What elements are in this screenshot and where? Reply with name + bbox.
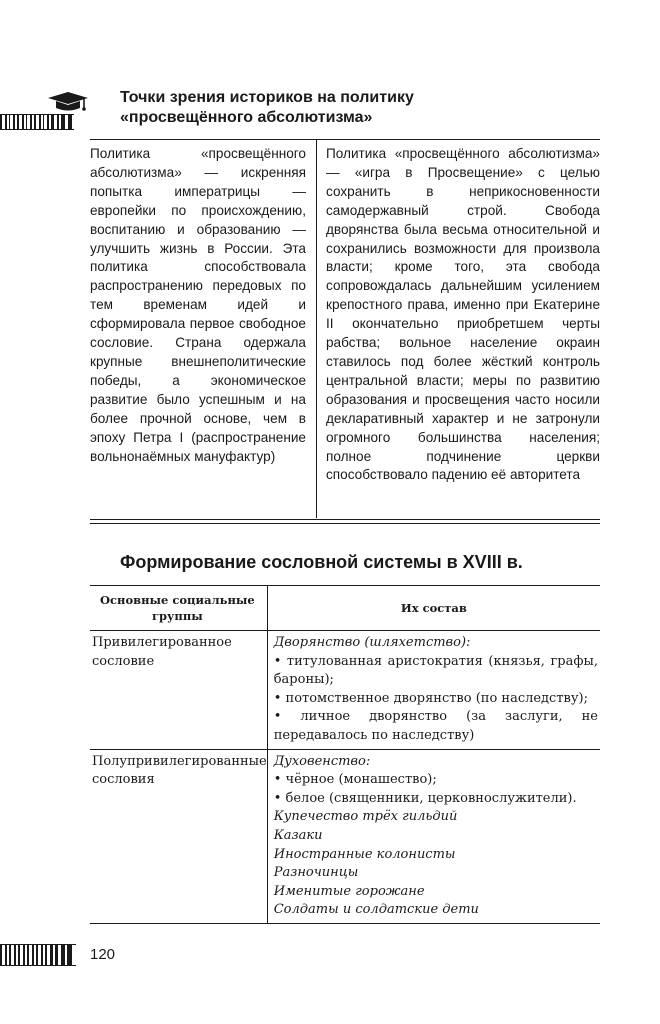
estate-name: Именитые горожане	[273, 883, 425, 899]
stripe	[18, 945, 20, 965]
stripe	[5, 945, 7, 965]
opinion-right-text: Политика «просвещённого абсолютизма» — «игра в Просвещение» с целью сохранить в неприкосновенности самодержавный строй. Свобода дворянства была весьма относительной и сохранились возможности для произвола власти; кроме того, эта свобода сопровождалась дальнейшим усилением крепостного права, именно при Екатерине II окончательно приобретшем черты рабства; вольное население окраин ставилось под более жёсткий контроль центральной власти; меры по развитию образования и просвещения часто носили декларативный характер и не затронули огромного большинства населения; полное подчинение церкви способствовало падению её авторитета	[326, 146, 600, 483]
stripe	[39, 115, 41, 129]
list-item: • чёрное (монашество);	[273, 772, 437, 788]
stripe	[34, 115, 36, 129]
stripe	[27, 945, 29, 965]
stripe	[36, 945, 38, 965]
estate-name: Разночинцы	[273, 865, 359, 881]
stripe	[50, 945, 53, 965]
group-cell: Полупривилегированные сословия	[90, 749, 267, 923]
stripe	[45, 945, 47, 965]
opinion-right-column	[316, 140, 600, 518]
stripe	[5, 115, 7, 129]
stripe	[13, 115, 15, 129]
stripe	[68, 115, 72, 129]
stripe	[47, 115, 49, 129]
estate-name: Солдаты и солдатские дети	[273, 902, 479, 918]
table-row	[90, 749, 600, 923]
composition-heading: Дворянство (шляхетство):	[273, 635, 471, 650]
stripe	[41, 945, 43, 965]
stripe	[67, 945, 72, 965]
opinion-left-text: Политика «просвещённого абсолютизма» — искренняя попытка императрицы — европейки по происхождению, воспитанию и образованию — улучшить жизнь в России. Эта политика способствовала распространению передовых по тем временам идей и сформировала первое свободное сословие. Страна одержала крупные внешнеполитические победы, а экономическое развитие было успешным и на более прочной основе, чем в эпоху Петра I (распространение вольнонаёмных мануфактур)	[90, 146, 306, 464]
stripe	[9, 115, 11, 129]
stripe	[26, 115, 28, 129]
group-cell: Привилегированное сословие	[90, 631, 267, 750]
page-number: 120	[90, 946, 116, 963]
graduation-cap-icon	[44, 90, 90, 114]
decorative-margin-stripes-top	[0, 114, 74, 130]
stripe	[0, 945, 2, 965]
stripe	[17, 115, 19, 129]
stripe	[55, 945, 58, 965]
table-bottom-rule	[90, 519, 600, 520]
stripe	[0, 115, 2, 129]
estate-name: Купечество трёх гильдий	[273, 809, 458, 825]
opinions-section-title: Точки зрения историков на политику «просвещённого абсолютизма»	[120, 89, 414, 126]
estate-name: Иностранные колонисты	[273, 846, 456, 862]
estates-table	[90, 585, 600, 924]
stripe	[14, 945, 16, 965]
table-bottom-rule-double	[90, 523, 600, 524]
stripe	[32, 945, 34, 965]
estates-table-header-row	[90, 586, 600, 631]
stripe	[30, 115, 32, 129]
stripe	[9, 945, 11, 965]
composition-cell	[267, 631, 600, 750]
stripe	[51, 115, 54, 129]
list-item: • титулованная аристократия (князья, графы, бароны);	[273, 653, 598, 688]
table-row	[90, 631, 600, 750]
stripe	[61, 945, 65, 965]
stripe	[57, 115, 60, 129]
stripe	[23, 945, 25, 965]
opinions-table	[90, 139, 600, 520]
stripe	[61, 115, 64, 129]
header-social-groups: Основные социальные группы	[90, 586, 267, 631]
stripe	[43, 115, 45, 129]
opinion-left-column	[90, 140, 306, 523]
list-item: • потомственное дворянство (по наследству);	[273, 690, 588, 706]
list-item: • личное дворянство (за заслуги, не передавалось по наследству)	[273, 709, 598, 743]
stripe	[22, 115, 24, 129]
composition-heading: Духовенство:	[273, 753, 371, 769]
list-item: • белое (священники, церковнослужители).	[273, 790, 577, 806]
estates-section-title: Формирование сословной системы в XVIII в.	[120, 552, 523, 572]
estate-name: Казаки	[273, 827, 323, 843]
header-composition: Их состав	[267, 586, 600, 631]
decorative-margin-stripes-bottom	[0, 944, 76, 966]
composition-cell	[267, 749, 600, 923]
